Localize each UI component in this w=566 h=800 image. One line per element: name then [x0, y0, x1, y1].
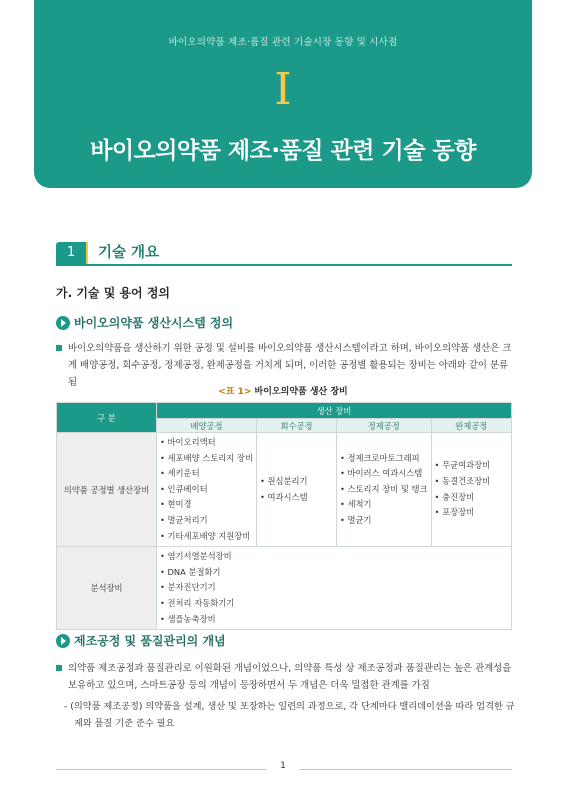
list-item: • 세척기: [340, 497, 428, 513]
table-row: [57, 547, 512, 630]
column-header: 완제공정: [431, 419, 511, 433]
list-item: • 스토리지 장비 및 탱크: [340, 482, 428, 498]
section-title: 기술 개요: [98, 245, 160, 261]
chapter-banner: [34, 0, 532, 188]
list-item: • 동결건조장비: [435, 474, 508, 490]
list-item: • 분자진단기기: [160, 580, 508, 596]
report-subtitle: 바이오의약품 제조·품질 관련 기술시장 동향 및 시사점: [168, 37, 398, 48]
list-item: • 세포배양 스토리지 장비: [160, 451, 253, 467]
sub-item-manufacturing: [64, 698, 516, 732]
header-production-equipment: 생산 장비: [157, 403, 512, 419]
square-bullet-icon: [56, 665, 62, 671]
footer-rule-right: [300, 769, 512, 770]
list-item: • 원심분리기: [260, 474, 333, 490]
list-item: • DNA 분절화기: [160, 565, 508, 581]
section-underline: [56, 264, 512, 266]
square-bullet-icon: [56, 345, 62, 351]
topic-title: 제조공정 및 품질관리의 개념: [74, 634, 226, 648]
header-category: 구 분: [57, 403, 157, 433]
section-accent-bar: [86, 242, 88, 264]
list-item: • 포장장비: [435, 505, 508, 521]
table-cell: [157, 547, 512, 630]
list-item: • 전처리 자동화기기: [160, 596, 508, 612]
list-item: • 여과시스템: [260, 490, 333, 506]
play-bullet-icon: [56, 316, 70, 330]
paragraph-text: 바이오의약품을 생산하기 위한 공정 및 설비를 바이오의약품 생산시스템이라고 하며, 바이오의약품 생산은 크게 배양공정, 회수공정, 정제공정, 완제공정을 거치게 되며, 이러한 공정별 활용되는 장비는 아래와 같이 분류됨: [68, 343, 512, 388]
list-item: • 염기서열분석장비: [160, 549, 508, 565]
list-item: • 바이오리액터: [160, 435, 253, 451]
list-item: • 멸균처리기: [160, 513, 253, 529]
play-bullet-icon: [56, 634, 70, 648]
column-header: 배양공정: [157, 419, 257, 433]
section-header: [56, 242, 512, 264]
list-item: • 바이러스 여과시스템: [340, 466, 428, 482]
paragraph-process-quality: [56, 660, 514, 694]
table-caption-text: 바이오의약품 생산 장비: [251, 387, 348, 397]
paragraph-text: 의약품 제조공정과 품질관리로 이원화된 개념이었으나, 의약품 특성 상 제조공정과 품질관리는 높은 관계성을 보유하고 있으며, 스마트공장 등의 개념이 등장하면서 두 개념은 더욱 밀접한 관계를 가짐: [68, 663, 512, 691]
sub-item-text: - (의약품 제조공정) 의약품을 설계, 생산 및 포장하는 일련의 과정으로, 각 단계마다 밸리데이션을 따라 엄격한 규제와 품질 기준 준수 필요: [64, 701, 515, 729]
list-item: • 현미경: [160, 497, 253, 513]
topic-title: 바이오의약품 생산시스템 정의: [74, 316, 234, 330]
page-number: 1: [280, 761, 286, 771]
list-item: • 멸균기: [340, 513, 428, 529]
chapter-title: 바이오의약품 제조·품질 관련 기술 동향: [90, 138, 476, 164]
list-item: • 정제크로마토그래피: [340, 451, 428, 467]
list-item: • 무균여과장비: [435, 458, 508, 474]
table-cell: [336, 433, 431, 547]
table-cell: [431, 433, 511, 547]
row-label: 의약품 공정별 생산장비: [57, 433, 157, 547]
column-header: 회수공정: [256, 419, 336, 433]
table-cell: [157, 433, 257, 547]
list-item: • 인큐베이터: [160, 482, 253, 498]
production-equipment-table: [56, 402, 512, 630]
section-number: 1: [56, 242, 86, 264]
table-row: [57, 433, 512, 547]
table-cell: [256, 433, 336, 547]
table-caption: [0, 384, 566, 397]
chapter-numeral: I: [274, 64, 292, 115]
column-header: 정제공정: [336, 419, 431, 433]
list-item: • 샘플농축장비: [160, 612, 508, 628]
subheading: 가. 기술 및 용어 정의: [56, 286, 171, 300]
list-item: • 셰키운터: [160, 466, 253, 482]
list-item: • 충진장비: [435, 490, 508, 506]
row-label: 분석장비: [57, 547, 157, 630]
table-caption-tag: <표 1>: [218, 387, 252, 397]
list-item: • 기타세포배양 지원장비: [160, 529, 253, 545]
